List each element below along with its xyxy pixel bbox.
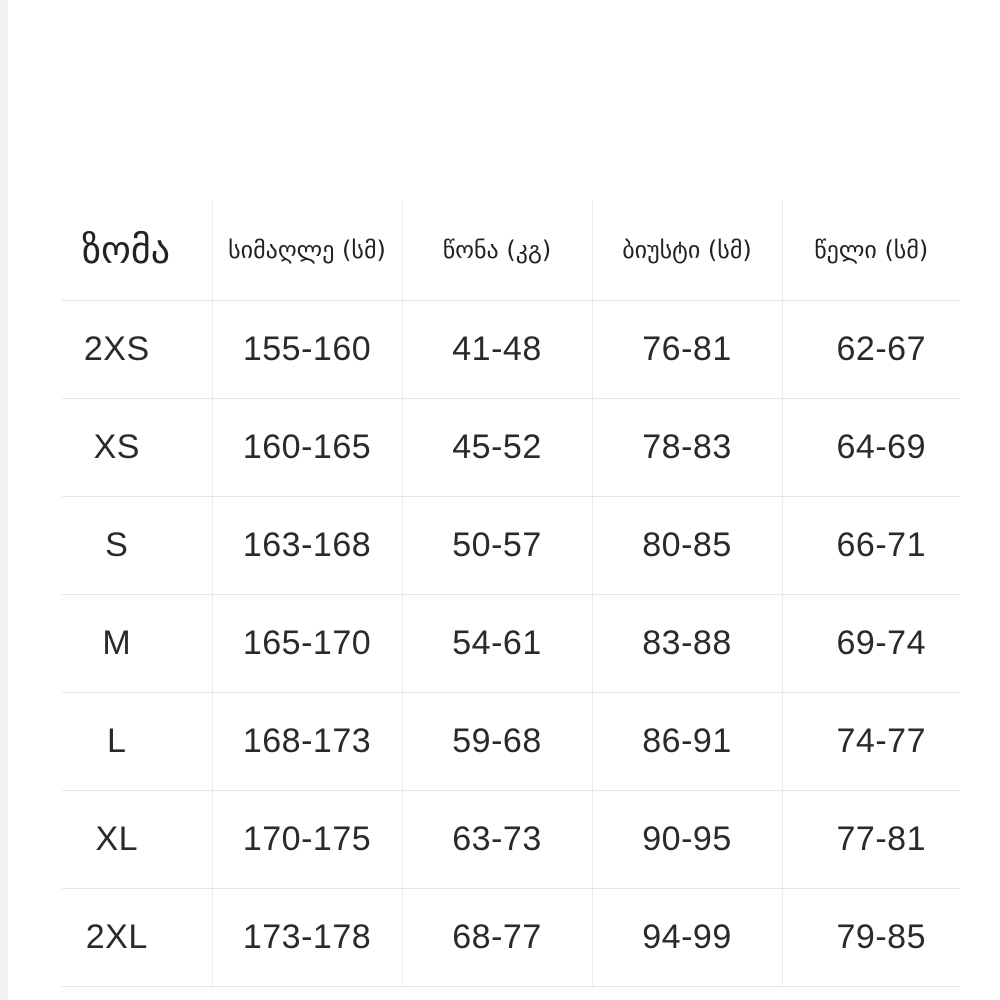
height-cell: 155-160 xyxy=(212,301,402,399)
weight-cell: 59-68 xyxy=(402,693,592,791)
weight-cell: 50-57 xyxy=(402,497,592,595)
size-cell: XS xyxy=(62,399,212,497)
bust-cell: 86-91 xyxy=(592,693,782,791)
height-cell: 170-175 xyxy=(212,791,402,889)
header-height: სიმაღლე (სმ) xyxy=(212,200,402,301)
weight-cell: 63-73 xyxy=(402,791,592,889)
table-row xyxy=(62,791,960,889)
table-row xyxy=(62,693,960,791)
bust-cell: 80-85 xyxy=(592,497,782,595)
waist-cell: 64-69 xyxy=(782,399,960,497)
header-row xyxy=(62,200,960,301)
height-cell: 168-173 xyxy=(212,693,402,791)
table-row xyxy=(62,497,960,595)
size-cell: 2XS xyxy=(62,301,212,399)
table-row xyxy=(62,301,960,399)
size-cell: XL xyxy=(62,791,212,889)
weight-cell: 41-48 xyxy=(402,301,592,399)
table-row xyxy=(62,399,960,497)
waist-cell: 77-81 xyxy=(782,791,960,889)
bust-cell: 76-81 xyxy=(592,301,782,399)
size-cell: M xyxy=(62,595,212,693)
waist-cell: 62-67 xyxy=(782,301,960,399)
height-cell: 173-178 xyxy=(212,889,402,987)
table-row xyxy=(62,889,960,987)
height-cell: 165-170 xyxy=(212,595,402,693)
header-size: ზომა xyxy=(62,200,212,301)
size-cell: 2XL xyxy=(62,889,212,987)
bust-cell: 90-95 xyxy=(592,791,782,889)
table-row xyxy=(62,595,960,693)
header-waist: წელი (სმ) xyxy=(782,200,960,301)
bust-cell: 94-99 xyxy=(592,889,782,987)
weight-cell: 68-77 xyxy=(402,889,592,987)
weight-cell: 54-61 xyxy=(402,595,592,693)
bust-cell: 78-83 xyxy=(592,399,782,497)
size-chart-body xyxy=(62,301,960,987)
height-cell: 163-168 xyxy=(212,497,402,595)
size-chart-table xyxy=(62,200,960,987)
waist-cell: 79-85 xyxy=(782,889,960,987)
bust-cell: 83-88 xyxy=(592,595,782,693)
weight-cell: 45-52 xyxy=(402,399,592,497)
size-cell: S xyxy=(62,497,212,595)
header-weight: წონა (კგ) xyxy=(402,200,592,301)
height-cell: 160-165 xyxy=(212,399,402,497)
waist-cell: 74-77 xyxy=(782,693,960,791)
left-edge-strip xyxy=(0,0,8,1000)
waist-cell: 69-74 xyxy=(782,595,960,693)
header-bust: ბიუსტი (სმ) xyxy=(592,200,782,301)
size-chart-header xyxy=(62,200,960,301)
size-cell: L xyxy=(62,693,212,791)
waist-cell: 66-71 xyxy=(782,497,960,595)
